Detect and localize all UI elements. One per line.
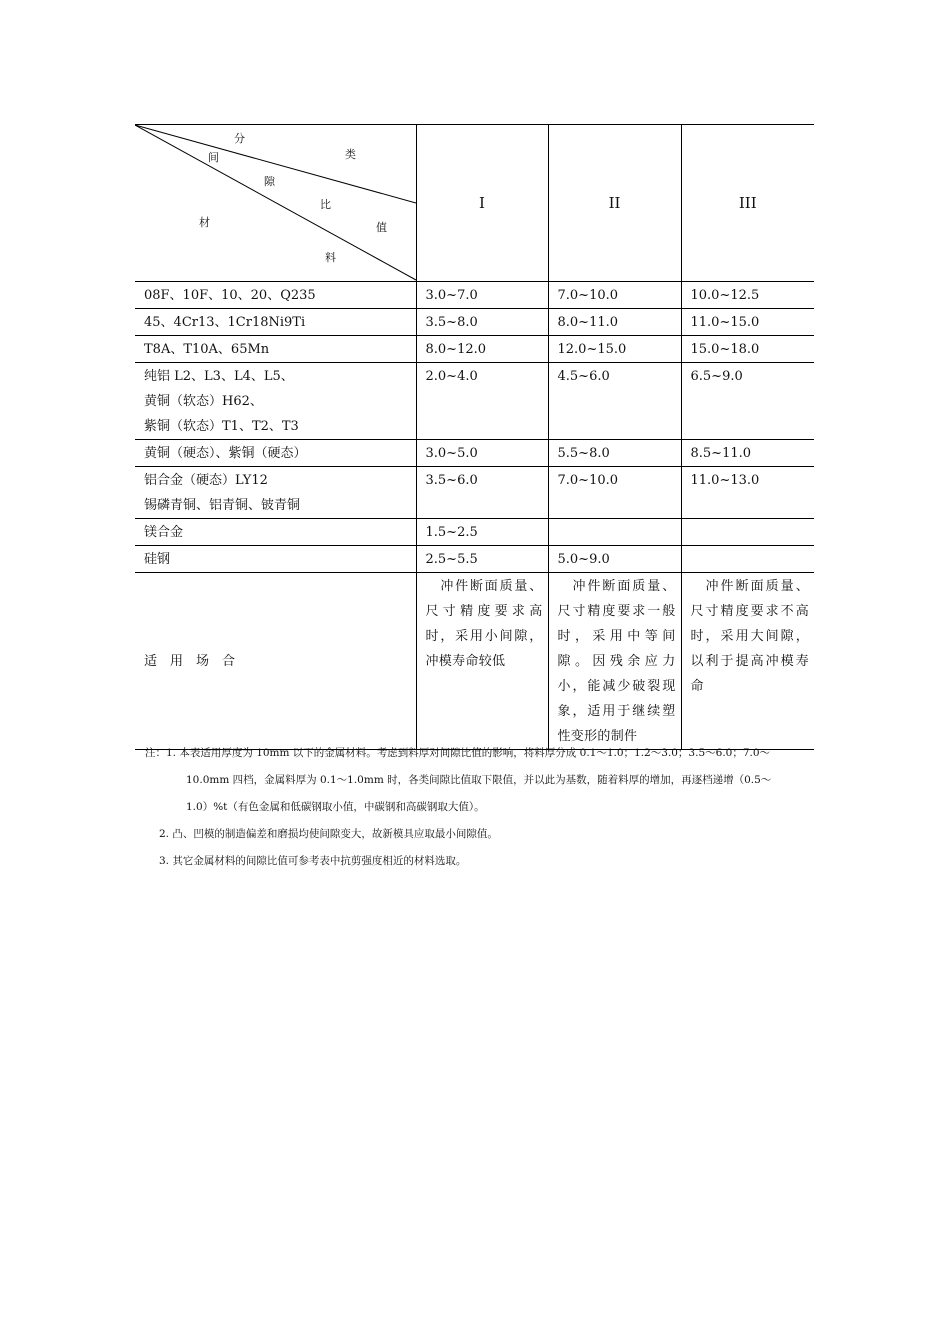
diagonal-lines	[135, 125, 416, 281]
header-word-liao: 料	[325, 251, 336, 264]
value-class-i: 8.0~12.0	[425, 342, 487, 357]
table-row	[135, 282, 814, 309]
table-row	[135, 467, 814, 519]
table-row	[135, 309, 814, 336]
value-class-iii: 10.0~12.5	[690, 288, 760, 303]
value-class-iii	[682, 546, 815, 572]
application-class-ii: 冲件断面质量、尺寸精度要求一般时，采用中等间隙。因残余应力小，能减少破裂现象，适用于继续塑性变形的制件	[557, 579, 676, 744]
material-name: 硅钢	[144, 552, 171, 567]
value-class-ii: 5.5~8.0	[557, 446, 610, 461]
header-word-xi: 隙	[264, 175, 275, 188]
table-row	[135, 363, 814, 440]
note-2: 2. 凸、凹模的制造偏差和磨损均使间隙变大，故新模具应取最小间隙值。	[159, 828, 498, 840]
value-class-ii	[549, 519, 681, 545]
note-1-line-2: 10.0mm 四档，金属料厚为 0.1～1.0mm 时，各类间隙比值取下限值，并以此为基数，随着料厚的增加，再逐档递增（0.5～	[186, 774, 772, 786]
value-class-iii: 8.5~11.0	[690, 446, 752, 461]
value-class-iii: 11.0~13.0	[690, 473, 760, 488]
note-3: 3. 其它金属材料的间隙比值可参考表中抗剪强度相近的材料选取。	[159, 855, 467, 867]
diagonal-header-cell	[135, 125, 416, 282]
application-class-iii: 冲件断面质量、尺寸精度要求不高时，采用大间隙，以利于提高冲模寿命	[690, 579, 809, 694]
material-name: 纯铝 L2、L3、L4、L5、	[144, 369, 294, 384]
application-label: 适 用 场 合	[144, 653, 236, 669]
application-row	[135, 573, 814, 750]
header-word-jian: 间	[208, 151, 219, 164]
material-name: 铝合金（硬态）LY12	[144, 473, 268, 488]
value-class-i: 2.5~5.5	[425, 552, 478, 567]
value-class-ii: 12.0~15.0	[557, 342, 627, 357]
header-word-fen: 分	[234, 132, 245, 145]
header-word-zhi: 值	[376, 221, 387, 234]
value-class-ii: 7.0~10.0	[557, 473, 619, 488]
value-class-i: 3.0~7.0	[425, 288, 478, 303]
header-word-bi: 比	[320, 198, 331, 211]
value-class-ii: 4.5~6.0	[557, 369, 610, 384]
table-header-row	[135, 125, 814, 282]
table-notes	[145, 740, 813, 875]
material-name: 黄铜（软态）H62、	[144, 394, 263, 409]
value-class-i: 3.5~8.0	[425, 315, 478, 330]
value-class-i: 1.5~2.5	[425, 525, 478, 540]
class-ii-header: II	[548, 125, 681, 282]
application-class-i: 冲件断面质量、尺寸精度要求高时，采用小间隙，冲模寿命较低	[425, 579, 543, 669]
class-iii-header: III	[681, 125, 814, 282]
table-row	[135, 546, 814, 573]
clearance-ratio-table	[135, 124, 814, 750]
value-class-i: 2.0~4.0	[425, 369, 478, 384]
material-name: 锡磷青铜、铝青铜、铍青铜	[144, 498, 301, 513]
value-class-ii: 8.0~11.0	[557, 315, 619, 330]
material-name: T8A、T10A、65Mn	[144, 342, 270, 357]
material-name: 45、4Cr13、1Cr18Ni9Ti	[144, 315, 306, 330]
value-class-i: 3.5~6.0	[425, 473, 478, 488]
material-name: 08F、10F、10、20、Q235	[144, 288, 316, 303]
value-class-ii: 5.0~9.0	[557, 552, 610, 567]
value-class-iii: 15.0~18.0	[690, 342, 760, 357]
table-row	[135, 336, 814, 363]
value-class-iii: 11.0~15.0	[690, 315, 760, 330]
value-class-iii: 6.5~9.0	[690, 369, 743, 384]
table-row	[135, 519, 814, 546]
header-word-lei: 类	[345, 148, 356, 161]
table-row	[135, 440, 814, 467]
class-i-header: I	[416, 125, 548, 282]
value-class-ii: 7.0~10.0	[557, 288, 619, 303]
material-name: 黄铜（硬态）、紫铜（硬态）	[144, 446, 307, 461]
value-class-i: 3.0~5.0	[425, 446, 478, 461]
value-class-iii	[682, 519, 815, 545]
note-1-line-3: 1.0）%t（有色金属和低碳钢取小值，中碳钢和高碳钢取大值）。	[186, 801, 485, 813]
note-1-line-1: 注：1. 本表适用厚度为 10mm 以下的金属材料。考虑到料厚对间隙比值的影响，将料厚分成 0.1～1.0；1.2～3.0；3.5～6.0；7.0～	[145, 747, 771, 759]
header-word-cai: 材	[199, 216, 210, 229]
material-name: 紫铜（软态）T1、T2、T3	[144, 419, 299, 434]
material-name: 镁合金	[144, 525, 184, 540]
